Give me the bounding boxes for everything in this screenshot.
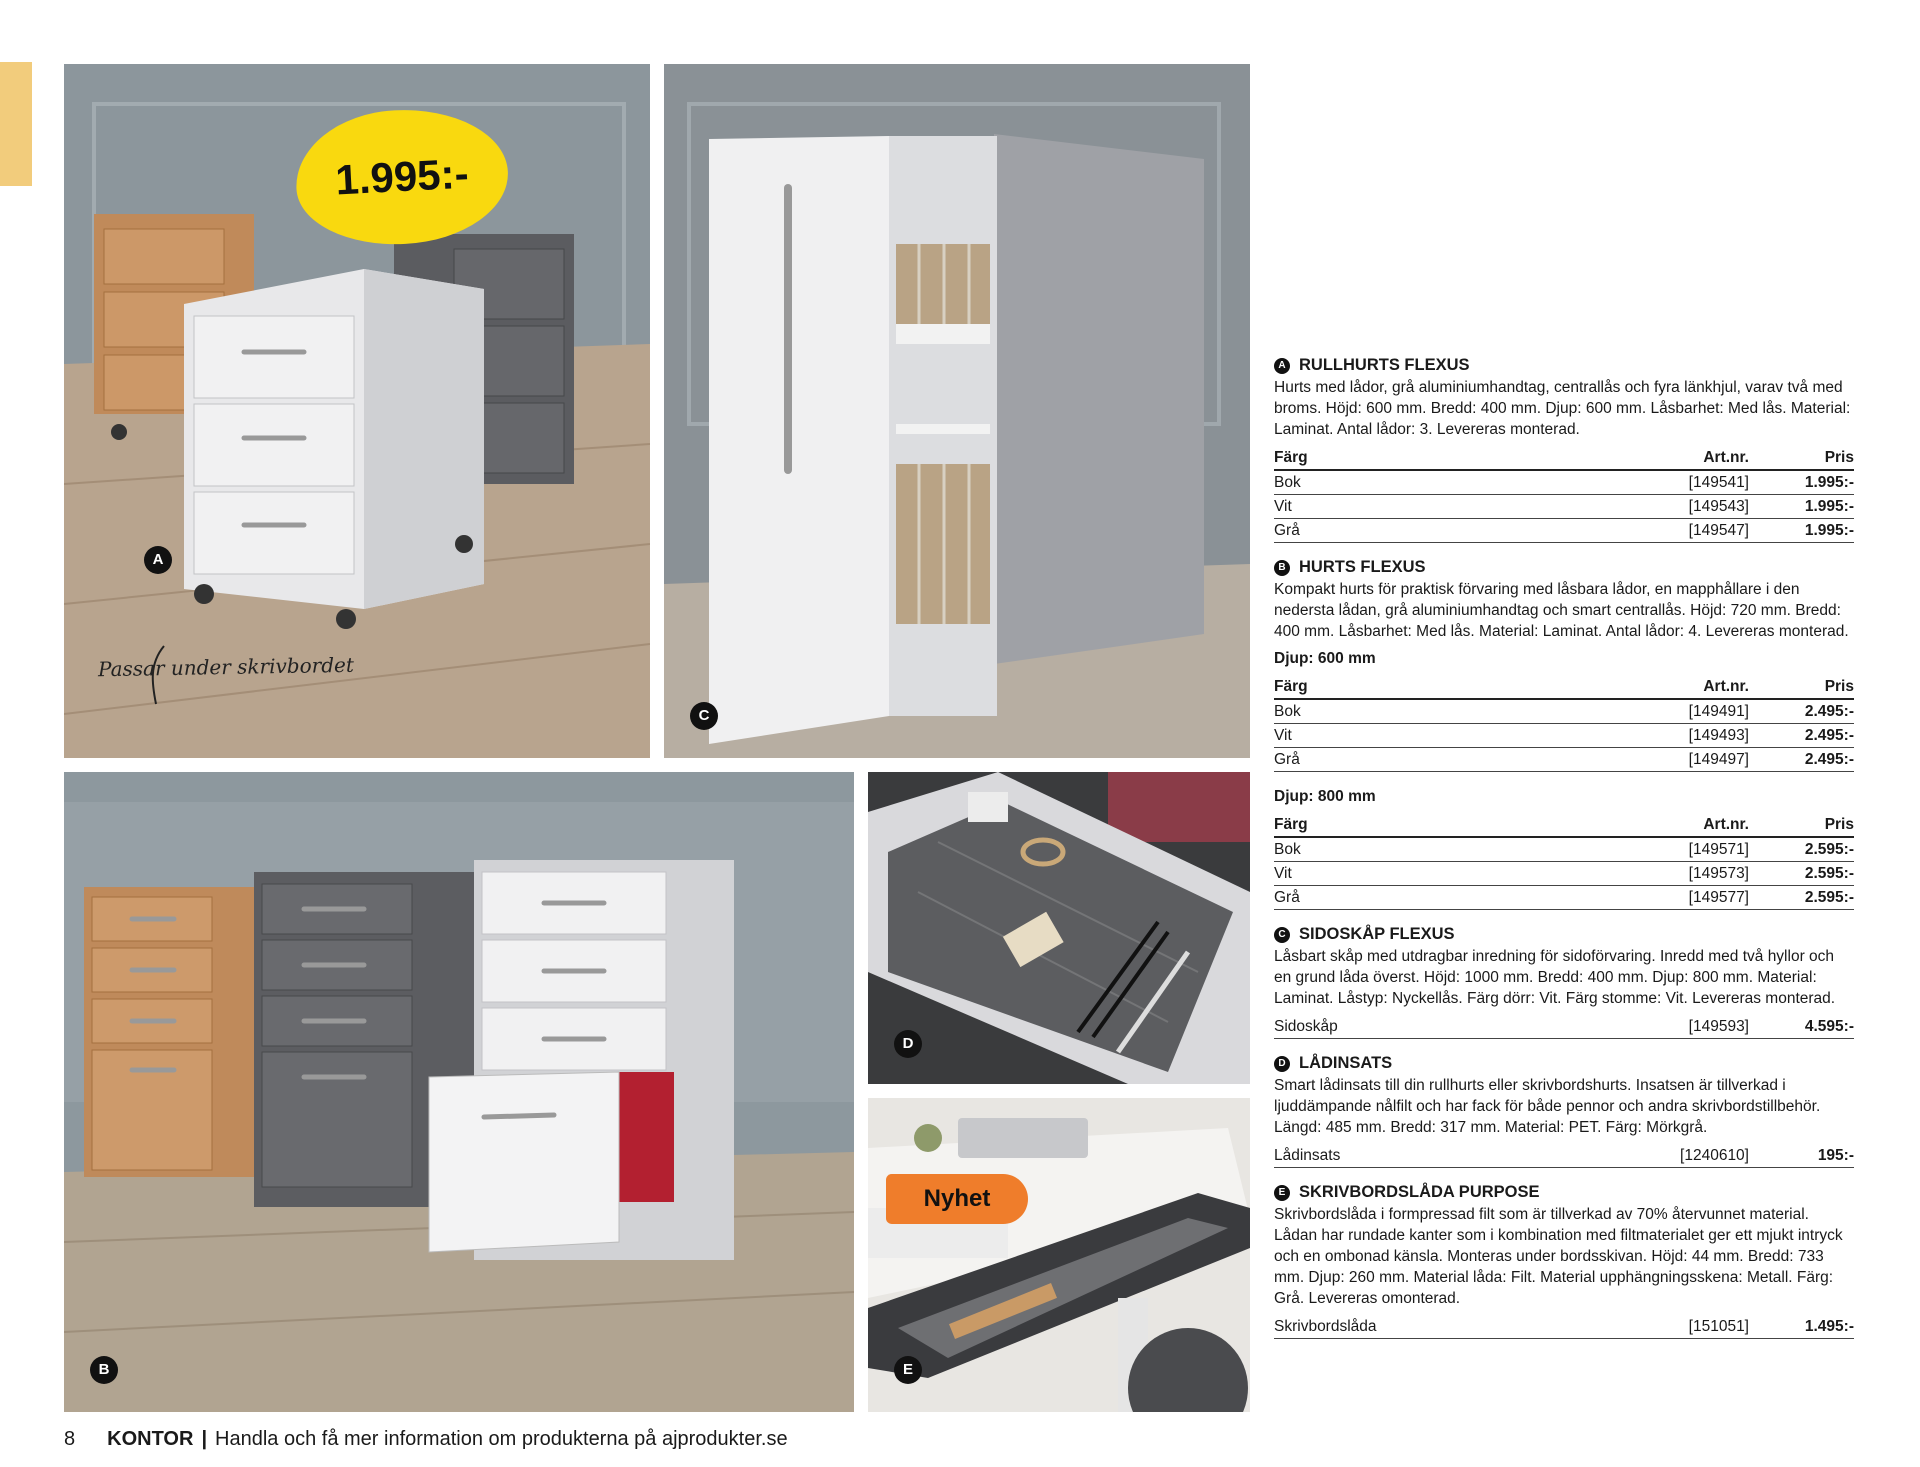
table-row [1274,699,1854,724]
cell-price: 4.595:- [1749,1015,1854,1039]
table-row [1274,724,1854,748]
price-table [1274,1315,1854,1339]
cell-art: [149543] [1599,495,1749,519]
cell-price: 2.595:- [1749,862,1854,886]
photo-letter-e: E [894,1356,922,1384]
table-row [1274,1315,1854,1339]
product-title-text: RULLHURTS FLEXUS [1299,356,1470,374]
col-price: Pris [1749,446,1854,470]
product-description: Smart lådinsats till din rullhurts eller skrivbordshurts. Insatsen är tillverkad i ljuddämpande nålfilt och har fack för både pennor och andra skrivbordstillbehör. Längd: 485 mm. Bredd: 317 mm. Material: PET. Färg: Mörkgrå. [1274,1077,1821,1136]
photo-letter-b: B [90,1356,118,1384]
cell-art: [149571] [1599,837,1749,862]
cell-art: [151051] [1599,1315,1749,1339]
table-row [1274,748,1854,772]
product-letter: D [1274,1056,1290,1072]
cell-price: 1.495:- [1749,1315,1854,1339]
cell-name: Lådinsats [1274,1144,1599,1168]
product-d [1274,1053,1854,1168]
page-footer [64,1428,788,1451]
col-color: Färg [1274,446,1599,470]
cell-color: Bok [1274,699,1599,724]
col-price: Pris [1749,675,1854,699]
col-color: Färg [1274,675,1599,699]
cell-price: 1.995:- [1749,495,1854,519]
table-row [1274,495,1854,519]
product-specs [1274,355,1854,1353]
product-letter: B [1274,560,1290,576]
product-title [1274,1182,1854,1203]
photo-hurts [64,772,854,1412]
table-row [1274,1144,1854,1168]
cell-price: 195:- [1749,1144,1854,1168]
table-row [1274,1015,1854,1039]
price-table [1274,1144,1854,1168]
product-description: Skrivbordslåda i formpressad filt som är tillverkad av 70% återvunnet material. Lådan har rundade kanter som i kombination med filtmaterialet ger ett mjukt intryck och en ombonad känsla. Monteras under bordsskivan. Höjd: 44 mm. Bredd: 733 mm. Djup: 260 mm. Material låda: Filt. Material upphängningsskena: Metall. Färg: Grå. Levereras omonterad. [1274,1206,1843,1307]
chapter-tab [0,62,32,186]
product-b [1274,557,1854,910]
cell-price: 2.495:- [1749,748,1854,772]
table-header [1274,813,1854,837]
cell-art: [149577] [1599,886,1749,910]
product-title-text: SKRIVBORDSLÅDA PURPOSE [1299,1183,1540,1201]
cell-color: Bok [1274,470,1599,495]
price-badge: 1.995:- [293,105,512,250]
footer-separator: | [201,1428,208,1450]
page-number: 8 [64,1428,76,1450]
col-art: Art.nr. [1599,813,1749,837]
price-table [1274,675,1854,772]
cell-price: 2.595:- [1749,886,1854,910]
product-e [1274,1182,1854,1339]
product-title [1274,557,1854,578]
price-table [1274,813,1854,910]
photo-sidoskap [664,64,1250,758]
table-row [1274,519,1854,543]
cell-color: Vit [1274,495,1599,519]
cell-art: [1240610] [1599,1144,1749,1168]
product-description: Hurts med lådor, grå aluminiumhandtag, centrallås och fyra länkhjul, varav två med broms. Höjd: 600 mm. Bredd: 400 mm. Djup: 600 mm. Låsbarhet: Med lås. Material: Laminat. Antal lådor: 3. Levereras monterad. [1274,379,1851,438]
product-title-text: LÅDINSATS [1299,1054,1393,1072]
product-description: Låsbart skåp med utdragbar inredning för sidoförvaring. Inredd med två hyllor och en grund låda överst. Höjd: 1000 mm. Bredd: 400 mm. Djup: 800 mm. Material: Laminat. Låstyp: Nyckellås. Färg dörr: Vit. Färg stomme: Vit. Levereras monterad. [1274,948,1836,1007]
cell-color: Bok [1274,837,1599,862]
product-letter: A [1274,358,1290,374]
price-table [1274,1015,1854,1039]
cell-color: Grå [1274,886,1599,910]
col-art: Art.nr. [1599,675,1749,699]
product-c [1274,924,1854,1039]
col-color: Färg [1274,813,1599,837]
table-row [1274,470,1854,495]
price-table [1274,446,1854,543]
cell-color: Grå [1274,748,1599,772]
photo-skrivbordslada [868,1098,1250,1412]
product-title [1274,355,1854,376]
photo-letter-d: D [894,1030,922,1058]
product-description: Kompakt hurts för praktisk förvaring med låsbara lådor, en mapphållare i den nedersta lådan, grå aluminiumhandtag och smart centrallås. Höjd: 720 mm. Bredd: 400 mm. Låsbarhet: Med lås. Material: Laminat. Antal lådor: 4. Levereras monterad. [1274,581,1849,640]
table-row [1274,886,1854,910]
cell-price: 2.495:- [1749,724,1854,748]
cell-price: 2.495:- [1749,699,1854,724]
cell-price: 1.995:- [1749,519,1854,543]
col-price: Pris [1749,813,1854,837]
cell-name: Skrivbordslåda [1274,1315,1599,1339]
table-header [1274,446,1854,470]
table-row [1274,862,1854,886]
table-header [1274,675,1854,699]
photo-letter-c: C [690,702,718,730]
depth-heading: Djup: 600 mm [1274,650,1376,667]
cell-art: [149573] [1599,862,1749,886]
product-letter: C [1274,927,1290,943]
product-title [1274,1053,1854,1074]
cell-art: [149497] [1599,748,1749,772]
product-title-text: HURTS FLEXUS [1299,558,1426,576]
photo-letter-a: A [144,546,172,574]
cell-price: 1.995:- [1749,470,1854,495]
new-badge: Nyhet [886,1174,1028,1224]
product-title [1274,924,1854,945]
cell-color: Grå [1274,519,1599,543]
cell-name: Sidoskåp [1274,1015,1599,1039]
section-name: KONTOR [107,1428,194,1450]
cell-art: [149491] [1599,699,1749,724]
product-title-text: SIDOSKÅP FLEXUS [1299,925,1455,943]
col-art: Art.nr. [1599,446,1749,470]
cell-art: [149493] [1599,724,1749,748]
cell-price: 2.595:- [1749,837,1854,862]
depth-heading: Djup: 800 mm [1274,788,1376,805]
photo-ladinsats [868,772,1250,1084]
cell-color: Vit [1274,724,1599,748]
product-letter: E [1274,1185,1290,1201]
product-a [1274,355,1854,543]
cell-art: [149593] [1599,1015,1749,1039]
cell-art: [149547] [1599,519,1749,543]
footer-link-text[interactable]: Handla och få mer information om produkterna på ajprodukter.se [215,1428,788,1450]
table-row [1274,837,1854,862]
cell-art: [149541] [1599,470,1749,495]
cell-color: Vit [1274,862,1599,886]
photo-caption: Passar under skrivbordet [97,652,355,682]
